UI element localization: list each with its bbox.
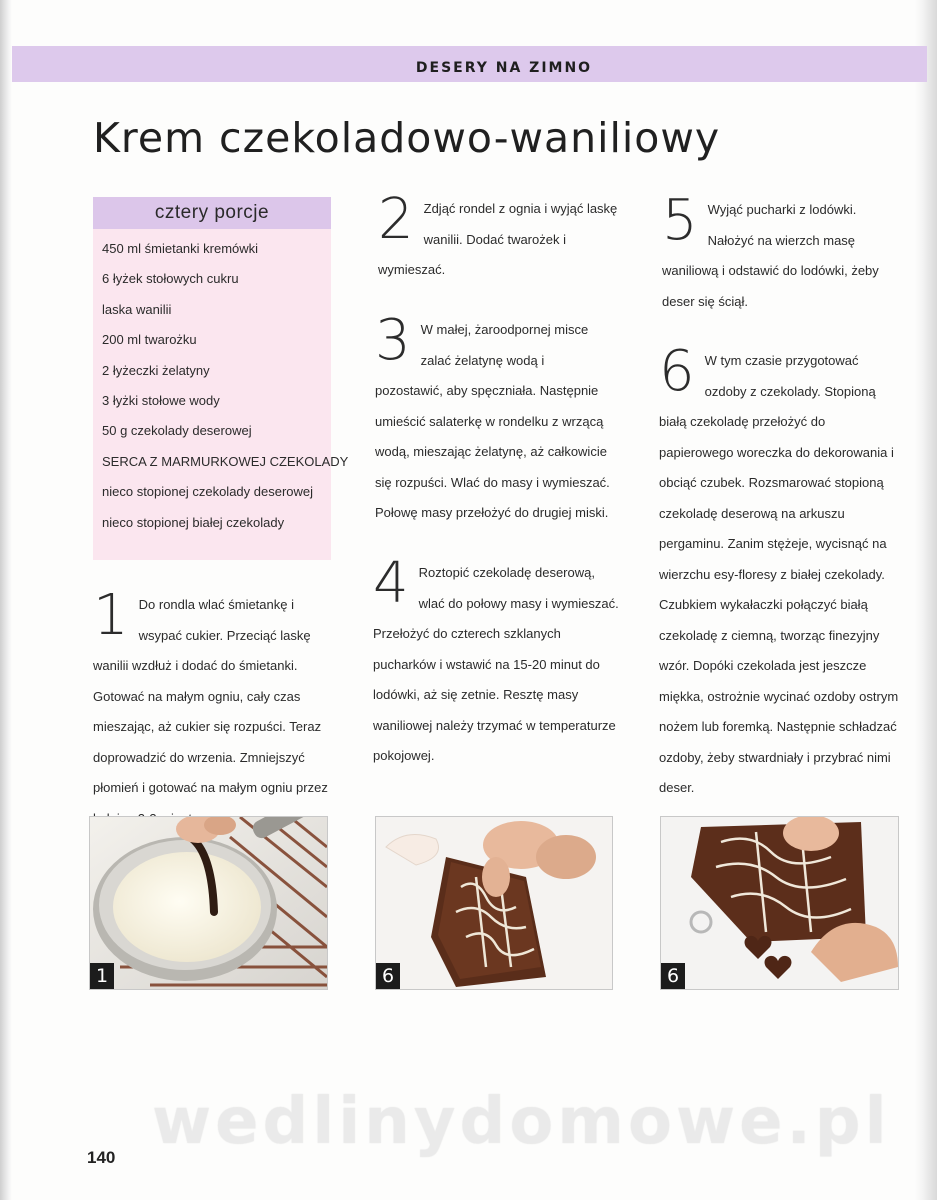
step-text: Do rondla wlać śmietankę i wsypać cukier. Przeciąć laskę wanilii wzdłuż i dodać do śmietanki. Gotować na małym ogniu, cały czas mieszając, aż cukier się rozpuści. Teraz doprowadzić do wrzenia. Zmniejszyć płomień i gotować na małym ogniu przez [93, 597, 328, 795]
ingredient-item: 200 ml twarożku [102, 332, 197, 348]
step-text: W małej, żaroodpornej misce zalać żelatynę wodą i pozostawić, aby spęczniała. Następnie umieścić salaterkę w rondelku z wrzącą wodą, mieszając żelatynę, aż całkowicie się rozpuści. Wlać do masy i wymieszać. Połowę masy przełożyć do drugiej miski. [375, 322, 610, 520]
recipe-title: Krem czekoladowo-waniliowy [93, 114, 721, 162]
page-number: 140 [87, 1148, 116, 1167]
step-1 [93, 583, 335, 834]
photo-step-6b [660, 816, 899, 990]
ingredient-item: 2 łyżeczki żelatyny [102, 362, 210, 378]
ingredient-item: nieco stopionej czekolady deserowej [102, 484, 314, 500]
ingredient-item: 50 g czekolady deserowej [102, 423, 252, 439]
photo-step-6a [375, 816, 613, 990]
step-number: 1 [93, 583, 129, 648]
ingredients-header [93, 197, 331, 229]
step-3 [375, 308, 613, 529]
chocolate-decoration-illustration [376, 817, 612, 989]
ingredient-item: 450 ml śmietanki kremówki [102, 241, 259, 256]
servings-label: cztery porcje [154, 202, 270, 223]
step-number: 6 [659, 339, 695, 404]
photo-step-1 [89, 816, 328, 990]
step-number: 5 [662, 188, 698, 253]
step-2 [378, 187, 626, 286]
page-binding-shadow [0, 0, 12, 1200]
watermark-text: wedlinydomowe.pl [152, 1085, 891, 1159]
saucepan-illustration [90, 817, 327, 989]
step-text: W tym czasie przygotować ozdoby z czekolady. Stopioną białą czekoladę przełożyć do papierowego woreczka do dekorowania i obciąć czubek. Rozsmarować stopioną czekoladę deserową na arkuszu pergaminu. Zanim stężeje, wycisnąć na wierzchu esy-floresy z białej czekolady. Czubkiem wykałaczki połączyć białą czekoladę z ciemną, tworząc finezyjny wzór. Dopóki czekolada jest jeszcze miękka, ostrożnie wycinać ozdoby ostrym nożem lub foremką. Następnie schładzać ozdoby, żeby stwardniały i przybrać nimi deser. [659, 353, 899, 795]
ingredient-item: nieco stopionej białej czekolady [102, 514, 285, 530]
step-4 [373, 551, 619, 772]
ingredient-item: SERCA Z MARMURKOWEJ CZEKOLADY [102, 453, 349, 469]
step-number: 2 [378, 187, 414, 252]
step-text: Zdjąć rondel z ognia i wyjąć laskę wanilii. Dodać twarożek i wymieszać. [378, 201, 618, 277]
photo-step-label: 6 [376, 963, 400, 989]
section-label: DESERY NA ZIMNO [415, 60, 593, 76]
step-number: 4 [373, 551, 409, 616]
step-text: Wyjąć pucharki z lodówki. Nałożyć na wierzch masę waniliową i odstawić do lodówki, żeby deser się ściął. [662, 202, 879, 309]
photo-step-label: 6 [661, 963, 685, 989]
ingredient-item: 3 łyżki stołowe wody [102, 392, 220, 408]
ingredient-item: laska wanilii [102, 301, 172, 317]
ingredients-list [102, 241, 348, 545]
step-6 [659, 339, 901, 804]
step-text: Roztopić czekoladę deserową, wlać do połowy masy i wymieszać. Przełożyć do czterech szklanych pucharków i wstawić na 15-20 minut do lodówki, aż się zetnie. Resztę masy waniliowej należy trzymać w temperaturze pokojowej. [373, 565, 619, 763]
page-edge-shadow [915, 0, 937, 1200]
step-number: 3 [375, 308, 411, 373]
step-5 [662, 188, 902, 317]
cut-hearts-illustration [661, 817, 898, 989]
photo-step-label: 1 [90, 963, 114, 989]
ingredients-box [93, 197, 349, 560]
ingredient-item: 6 łyżek stołowych cukru [102, 271, 239, 287]
